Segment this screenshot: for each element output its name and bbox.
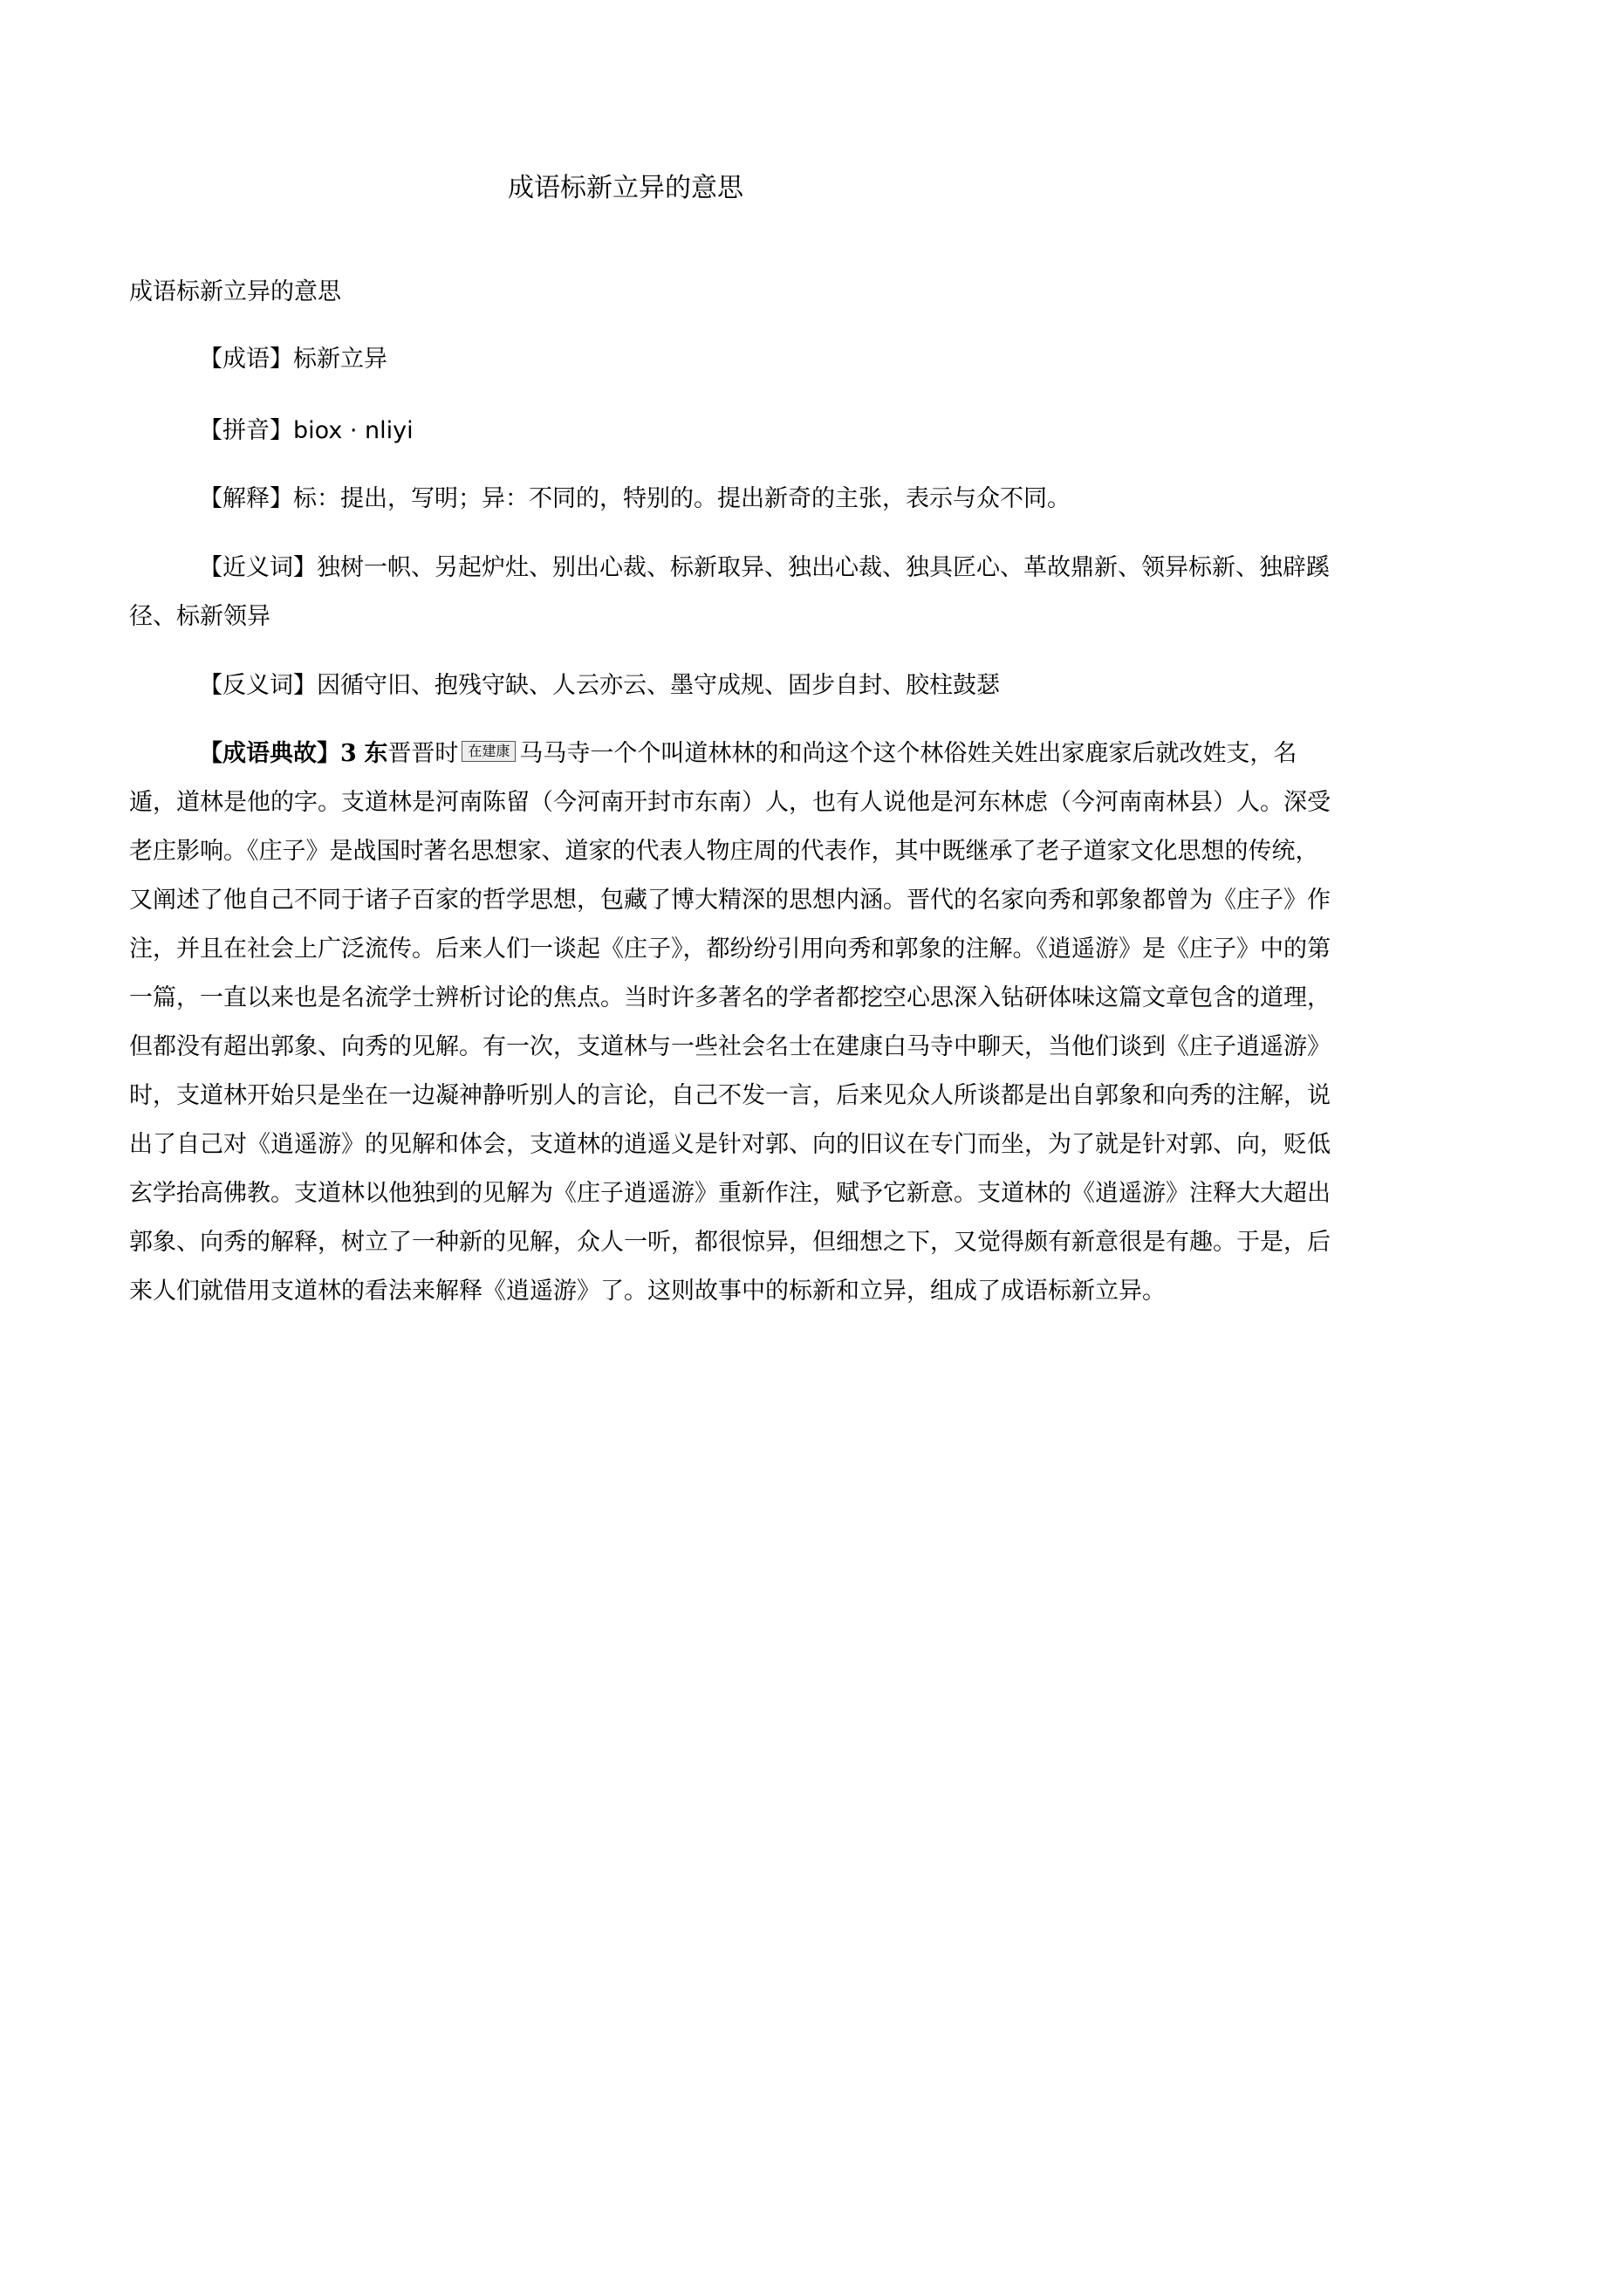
story-field: [129, 730, 1333, 1316]
synonyms-field: [129, 544, 1333, 641]
explanation-value: 标：提出，写明；异：不同的，特别的。提出新奇的主张，表示与众不同。: [293, 485, 1071, 512]
idiom-value: 标新立异: [293, 346, 387, 373]
synonyms-label: 【近义词】: [199, 554, 317, 581]
story-text: 马马寺一个个叫道林林的和尚这个这个林俗姓关姓出家鹿家后就改姓支，名遁，道林是他的字。支道林是河南陈留（今河南开封市东南）人，也有人说他是河东林虑（今河南南林县）人。深受老庄影响。《庄子》是战国时著名思想家、道家的代表人物庄周的代表作，其中既继承了老子道家文化思想的传统，又阐述了他自己不同于诸子百家的哲学思想，包藏了博大精深的思想内涵。晋代的名家向秀和郭象都曾为《庄子》作注，并且在社会上广泛流传。后来人们一谈起《庄子》，都纷纷引用向秀和郭象的注解。《逍遥游》是《庄子》中的第一篇，一直以来也是名流学士辨析讨论的焦点。当时许多著名的学者都挖空心思深入钻研体味这篇文章包含的道理，但都没有超出郭象、向秀的见解。有一次，支道林与一些社会名士在建康白马寺中聊天，当他们谈到《庄子逍遥游》时，支道林开始只是坐在一边凝神静听别人的言论，自己不发一言，后来见众人所谈都是出自郭象和向秀的注解，说出了自己对《逍遥游》的见解和体会，支道林的逍遥义是针对郭、向的旧议在专门而坐，为了就是针对郭、向，贬低玄学抬高佛教。支道林以他独到的见解为《庄子逍遥游》重新作注，赋予它新意。支道林的《逍遥游》注释大大超出郭象、向秀的解释，树立了一种新的见解，众人一听，都很惊异，但细想之下，又觉得颇有新意很是有趣。于是，后来人们就借用支道林的看法来解释《逍遥游》了。这则故事中的标新和立异，组成了成语标新立异。: [129, 740, 1331, 1305]
story-label: 【成语典故】: [199, 740, 340, 767]
explanation-label: 【解释】: [199, 485, 293, 512]
antonyms-label: 【反义词】: [199, 672, 317, 699]
story-text-before: 晋晋时: [387, 740, 459, 767]
subtitle: 成语标新立异的意思: [129, 278, 341, 305]
page-title: 成语标新立异的意思: [508, 173, 743, 203]
pinyin-value: biox · nliyi: [293, 417, 414, 444]
antonyms-field: [129, 661, 1333, 710]
pinyin-field: [129, 407, 1333, 456]
idiom-label: 【成语】: [199, 346, 293, 373]
antonyms-value: 因循守旧、抱残守缺、人云亦云、墨守成规、固步自封、胶柱鼓瑟: [317, 672, 1000, 699]
overlay-stamp: 在建康: [462, 741, 516, 762]
idiom-field: [129, 335, 1333, 384]
synonyms-value: 独树一帜、另起炉灶、别出心裁、标新取异、独出心裁、独具匠心、革故鼎新、领异标新、独辟蹊径、标新领异: [129, 554, 1330, 630]
pinyin-label: 【拼音】: [199, 417, 293, 444]
story-dong: 东: [364, 740, 388, 767]
explanation-field: [129, 475, 1333, 524]
story-number: 3: [340, 740, 357, 767]
